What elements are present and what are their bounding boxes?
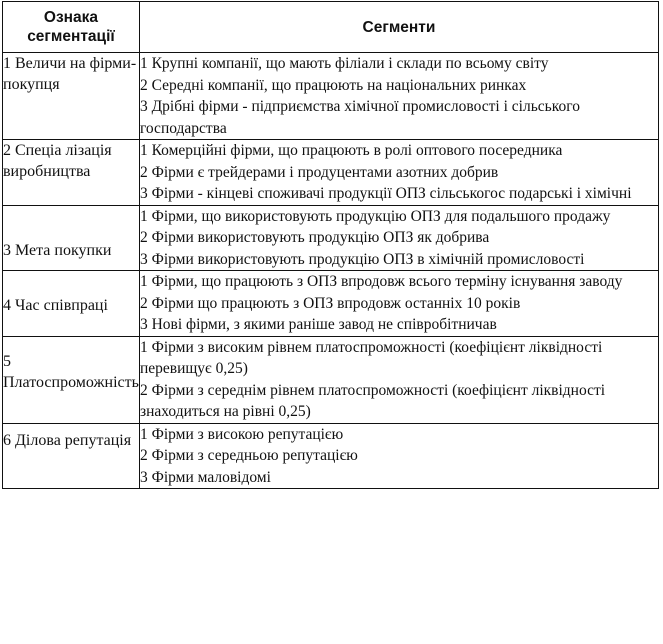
segments-cell xyxy=(139,140,658,206)
segment-item: 3 Фірми - кінцеві споживачі продукції ОПЗ сільськогос подарські і хімічні xyxy=(139,185,632,202)
segment-item: 2 Фірми з середнім рівнем платоспроможності (коефіцієнт ліквідності знаходиться на рівні 0,25) xyxy=(139,381,606,420)
segment-item: 1 Крупні компанії, що мають філіали і склади по всьому світу xyxy=(139,55,549,72)
feature-cell: 4 Час співпраці xyxy=(3,271,140,337)
segment-item: 3 Фірми маловідомі xyxy=(139,468,271,486)
feature-cell: 3 Мета покупки xyxy=(3,205,140,271)
segment-item: 1 Фірми, що використовують продукцію ОПЗ для подальшого продажу xyxy=(139,207,611,225)
segments-cell xyxy=(139,423,658,489)
table-row xyxy=(3,423,659,489)
segment-item: 1 Фірми, що працюють з ОПЗ впродовж всього терміну існування заводу xyxy=(139,273,623,290)
feature-cell: 5 Платоспроможність xyxy=(3,336,140,423)
segments-cell xyxy=(139,53,658,140)
segments-cell xyxy=(139,336,658,423)
table-header xyxy=(3,2,659,53)
table-row xyxy=(3,271,659,337)
table-body xyxy=(3,53,659,489)
segment-item: 2 Фірми з середньою репутацією xyxy=(139,447,358,464)
header-segments: Сегменти xyxy=(139,2,658,53)
header-row xyxy=(3,2,659,53)
segment-item: 2 Середні компанії, що працюють на національних ринках xyxy=(139,76,527,94)
segment-item: 2 Фірми є трейдерами і продуцентами азотних добрив xyxy=(139,163,499,181)
segment-item: 3 Фірми використовують продукцію ОПЗ в хімічній промисловості xyxy=(139,250,585,268)
segments-cell xyxy=(139,271,658,337)
table-row xyxy=(3,205,659,271)
feature-cell: 6 Ділова репутація xyxy=(3,423,140,489)
feature-cell: 2 Спеціа лізація виробництва xyxy=(3,140,140,206)
feature-cell: 1 Величи на фірми- покупця xyxy=(3,53,140,140)
table-row xyxy=(3,140,659,206)
segment-item: 1 Фірми з високою репутацією xyxy=(139,425,344,443)
segment-item: 3 Дрібні фірми - підприємства хімічної промисловості і сільського господарства xyxy=(139,98,580,137)
segment-item: 3 Нові фірми, з якими раніше завод не співробітничав xyxy=(139,316,497,333)
segmentation-table xyxy=(2,1,659,489)
segment-item: 1 Фірми з високим рівнем платоспроможності (коефіцієнт ліквідності перевищує 0,25) xyxy=(139,338,603,377)
header-feature: Ознака сегментації xyxy=(3,2,140,53)
segment-item: 1 Комерційні фірми, що працюють в ролі оптового посередника xyxy=(139,142,563,159)
table-row xyxy=(3,336,659,423)
segments-cell xyxy=(139,205,658,271)
document-page xyxy=(2,1,659,489)
segment-item: 2 Фірми що працюють з ОПЗ впродовж останніх 10 років xyxy=(139,294,521,312)
table-row xyxy=(3,53,659,140)
segment-item: 2 Фірми використовують продукцію ОПЗ як добрива xyxy=(139,229,490,246)
